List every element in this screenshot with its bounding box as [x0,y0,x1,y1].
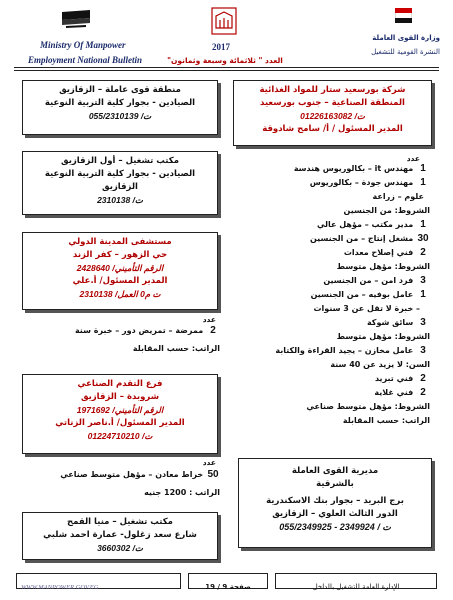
bulletin-emblem [210,6,238,36]
office-address: الصيادين - بجوار كلية التربية النوعية [44,169,196,179]
office-city: الزقازيق [102,182,138,192]
footer-page-box [188,573,268,589]
company-box-port-said-star [233,80,432,146]
company-phone: ت م0 العمل/ 2310138 [79,289,161,299]
company-manager: المدير المسئول/ أ.علي [72,276,168,286]
bulletin-name-ar: النشرة القومية للتشغيل [371,48,440,56]
directorate-phone: ت / 2349924 - 055/2349925 [279,522,391,532]
job-line: 2 ممرضة – تمريض دور – خبرة سنة [74,325,216,336]
company-address: حي الزهور – كفر الزند [72,250,168,260]
office-box-zagazig-manpower [22,80,218,135]
office-name: مكتب تشغيل – أول الزقازيق [61,156,179,166]
job-line: 2 فني تبريد [374,373,426,384]
ministry-name-en: Ministry Of Manpower [40,40,126,50]
job-line: – خبرة لا تقل عن 3 سنوات [313,304,420,313]
job-line: الشروط: مؤهل متوسط [336,262,430,271]
count-label: عدد [406,154,420,163]
job-line: 3 سائق شوكة [366,317,426,328]
salary-line: الراتب : 1200 جنيه [144,488,220,497]
job-line: 1 مهندس جودة – بكالوريوس [309,177,426,188]
job-line: 3 عامل مخازن – يجيد القراءة والكتابة [275,345,426,356]
company-name: شركة بورسعيد ستار للمواد الغذائية [259,85,406,95]
job-line: الشروط: من الجنسين [343,206,430,215]
company-manager: المدير المسئول / أ/ سامح شادوقة [262,124,403,134]
job-line: السن: لا يزيد عن 40 سنة [330,360,430,369]
job-line: الراتب: حسب المقابلة [342,416,430,425]
company-box-intl-hospital [22,232,218,310]
job-line: 2 فني غلاية [374,387,426,398]
directorate-floor: الدور الثالث العلوي – الزقازيق [272,509,398,519]
header-divider-2 [14,70,439,71]
count-label: عدد [202,458,216,467]
office-address: شارع سعد زغلول- عمارة احمد شلبي [43,530,197,540]
office-phone: ت/ 3660302 [97,543,143,553]
company-phone: ت/ 01224710210 [87,431,153,441]
job-line: 2 فني إصلاح معدات [343,247,426,258]
header-divider [14,67,439,68]
footer-url-box [16,573,181,589]
directorate-box-sharkia [238,458,432,548]
count-label: عدد [202,315,216,324]
office-name: منطقة قوى عاملة – الزقازيق [59,85,181,95]
company-box-taqaddum-industrial [22,374,218,454]
ministry-logo-left [60,8,92,30]
salary-line: الراتب: حسب المقابلة [132,344,220,353]
office-phone: ت/ 2310138 [97,195,143,205]
footer-url[interactable]: WWW.MANPOWER.GOV.EG [21,584,99,591]
job-line: 3 فرد امن – من الجنسين [323,275,426,286]
job-line: 1 مهندس it – بكالوريوس هندسة [293,163,426,174]
job-line: 30 مشغل إنتاج – من الجنسين [309,233,429,244]
issue-year: 2017 [212,42,230,52]
office-phone: ت/ 055/2310139 [88,111,152,121]
company-insurance-number: الرقم التأميني/ 2428640 [76,263,164,273]
footer-dept-box [275,573,437,589]
directorate-region: بالشرقية [316,479,354,489]
egypt-flag [395,8,412,23]
office-address: الصيادين - بجوار كلية التربية النوعية [44,98,196,108]
company-phone: ت/ 01226163082 [300,111,365,121]
job-line: 1 مدير مكتب – مؤهل عالي [316,219,426,230]
issue-number: العدد " ثلاثمائة وسبعة وثمانون" [167,56,283,65]
job-line: الشروط: مؤهل متوسط [336,332,430,341]
directorate-name: مديرية القوى العاملة [291,466,379,476]
company-address: شروبدة – الزقازيق [80,392,160,402]
office-box-minya-qamh [22,512,218,560]
ministry-name-ar: وزارة القوى العاملة [372,34,440,42]
company-name: فرع التقدم الصناعي [77,379,163,389]
page-number: صفحة 9 / 19 [205,583,251,591]
company-address: المنطقة الصناعية – جنوب بورسعيد [260,98,405,108]
office-name: مكتب تشغيل – منيا القمح [67,517,173,527]
directorate-address: برج البريد – بجوار بنك الاسكندرية [266,496,404,506]
job-line: 1 عامل بوفيه – من الجنسين [310,289,426,300]
job-line: علوم – زراعة [372,192,424,201]
bulletin-name-en: Employment National Bulletin [28,55,143,65]
office-box-first-zagazig [22,151,218,215]
footer-department: الإدارة العامة للتشغيل بالداخل [312,583,400,591]
company-insurance-number: الرقم التأميني/ 1971692 [76,405,164,415]
company-name: مستشفى المدينة الدولي [68,237,172,247]
company-manager: المدير المسئول/ أ.ناصر الزناتي [55,418,185,428]
job-line: 50 خراط معادن – مؤهل متوسط صناعي [60,469,219,480]
job-line: الشروط: مؤهل متوسط صناعي [306,402,430,411]
